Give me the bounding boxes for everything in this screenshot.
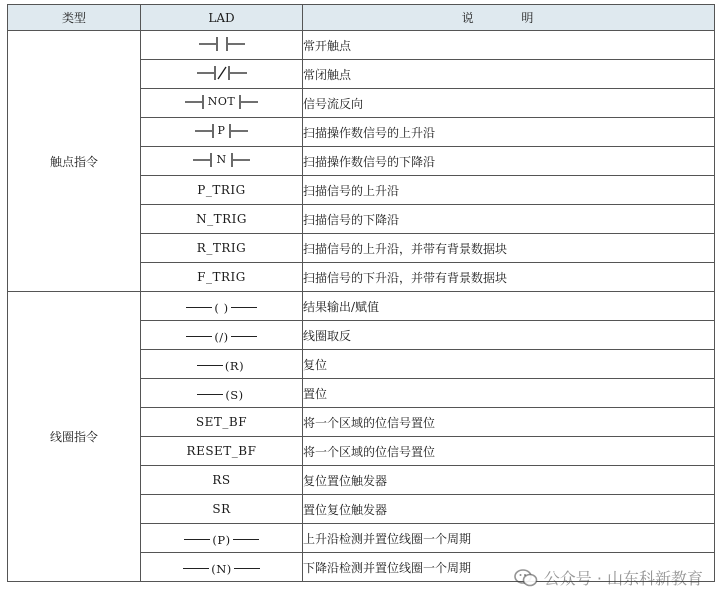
description-cell: 置位 — [303, 379, 715, 408]
description-cell: 扫描信号的下降沿 — [303, 205, 715, 234]
lad-cell — [141, 408, 303, 437]
lad-coil-label: (P) — [212, 532, 231, 547]
header-lad: LAD — [141, 5, 303, 31]
lad-cell — [141, 118, 303, 147]
lad-cell — [141, 60, 303, 89]
lad-symbol-label: P — [217, 124, 226, 137]
lad-cell — [141, 292, 303, 321]
header-desc-text: 说 明 — [461, 11, 556, 25]
lad-instruction-text: R_TRIG — [196, 241, 247, 255]
header-desc — [303, 5, 715, 31]
table-row — [8, 31, 715, 60]
description-cell: 扫描信号的上升沿，并带有背景数据块 — [303, 234, 715, 263]
table-row — [8, 292, 715, 321]
lad-coil-label: (N) — [211, 561, 232, 576]
lad-cell — [141, 205, 303, 234]
negative-edge-coil-icon — [183, 562, 260, 576]
description-cell: 结果输出/赋值 — [303, 292, 715, 321]
watermark-text: 公众号 · 山东科新教育 — [543, 569, 703, 588]
normally-closed-contact-icon — [197, 65, 247, 81]
lad-instruction-text: P_TRIG — [197, 183, 246, 197]
description-cell: 扫描信号的上升沿 — [303, 176, 715, 205]
description-cell: 扫描操作数信号的上升沿 — [303, 118, 715, 147]
lad-instruction-text: RS — [212, 473, 231, 487]
description-cell: 扫描操作数信号的下降沿 — [303, 147, 715, 176]
negated-coil-icon — [186, 330, 256, 344]
lad-cell — [141, 524, 303, 553]
instruction-table — [7, 4, 715, 582]
watermark — [514, 566, 703, 589]
negative-edge-contact-icon — [193, 152, 249, 168]
lad-instruction-text: RESET_BF — [186, 444, 257, 458]
description-cell: 上升沿检测并置位线圈一个周期 — [303, 524, 715, 553]
lad-cell — [141, 147, 303, 176]
lad-coil-label: (R) — [224, 358, 245, 373]
lad-instruction-text: N_TRIG — [196, 212, 247, 226]
reset-coil-icon — [197, 359, 246, 373]
not-contact-icon — [185, 94, 258, 110]
lad-instruction-text: SET_BF — [195, 415, 248, 429]
lad-cell — [141, 234, 303, 263]
table-header-row — [8, 5, 715, 31]
lad-symbol-label: N — [216, 153, 227, 166]
lad-coil-label: (/) — [214, 329, 229, 344]
set-coil-icon — [197, 388, 245, 402]
lad-coil-label: (S) — [225, 387, 244, 402]
description-cell: 常闭触点 — [303, 60, 715, 89]
lad-cell — [141, 321, 303, 350]
description-cell: 常开触点 — [303, 31, 715, 60]
description-cell: 置位复位触发器 — [303, 495, 715, 524]
lad-cell — [141, 350, 303, 379]
lad-cell — [141, 437, 303, 466]
header-type: 类型 — [8, 5, 141, 31]
lad-cell — [141, 495, 303, 524]
lad-cell — [141, 379, 303, 408]
lad-cell — [141, 176, 303, 205]
description-cell: 下降沿检测并置位线圈一个周期 — [303, 553, 715, 582]
positive-edge-contact-icon — [195, 123, 249, 139]
lad-symbol-label: NOT — [207, 95, 236, 108]
description-cell: 扫描信号的下升沿，并带有背景数据块 — [303, 263, 715, 292]
description-cell: 将一个区域的位信号置位 — [303, 408, 715, 437]
description-cell: 线圈取反 — [303, 321, 715, 350]
lad-coil-label: ( ) — [214, 300, 229, 315]
description-cell: 复位置位触发器 — [303, 466, 715, 495]
lad-cell — [141, 466, 303, 495]
lad-cell — [141, 263, 303, 292]
output-coil-icon — [186, 301, 256, 315]
group-type-cell: 触点指令 — [8, 31, 141, 292]
description-cell: 将一个区域的位信号置位 — [303, 437, 715, 466]
normally-open-contact-icon — [199, 36, 245, 52]
wechat-icon — [514, 569, 538, 587]
table-body — [8, 31, 715, 582]
lad-instruction-text: SR — [212, 502, 231, 516]
lad-cell — [141, 553, 303, 582]
lad-cell — [141, 31, 303, 60]
positive-edge-coil-icon — [184, 533, 258, 547]
description-cell: 复位 — [303, 350, 715, 379]
lad-cell — [141, 89, 303, 118]
group-type-cell: 线圈指令 — [8, 292, 141, 582]
description-cell: 信号流反向 — [303, 89, 715, 118]
lad-instruction-text: F_TRIG — [197, 270, 246, 284]
